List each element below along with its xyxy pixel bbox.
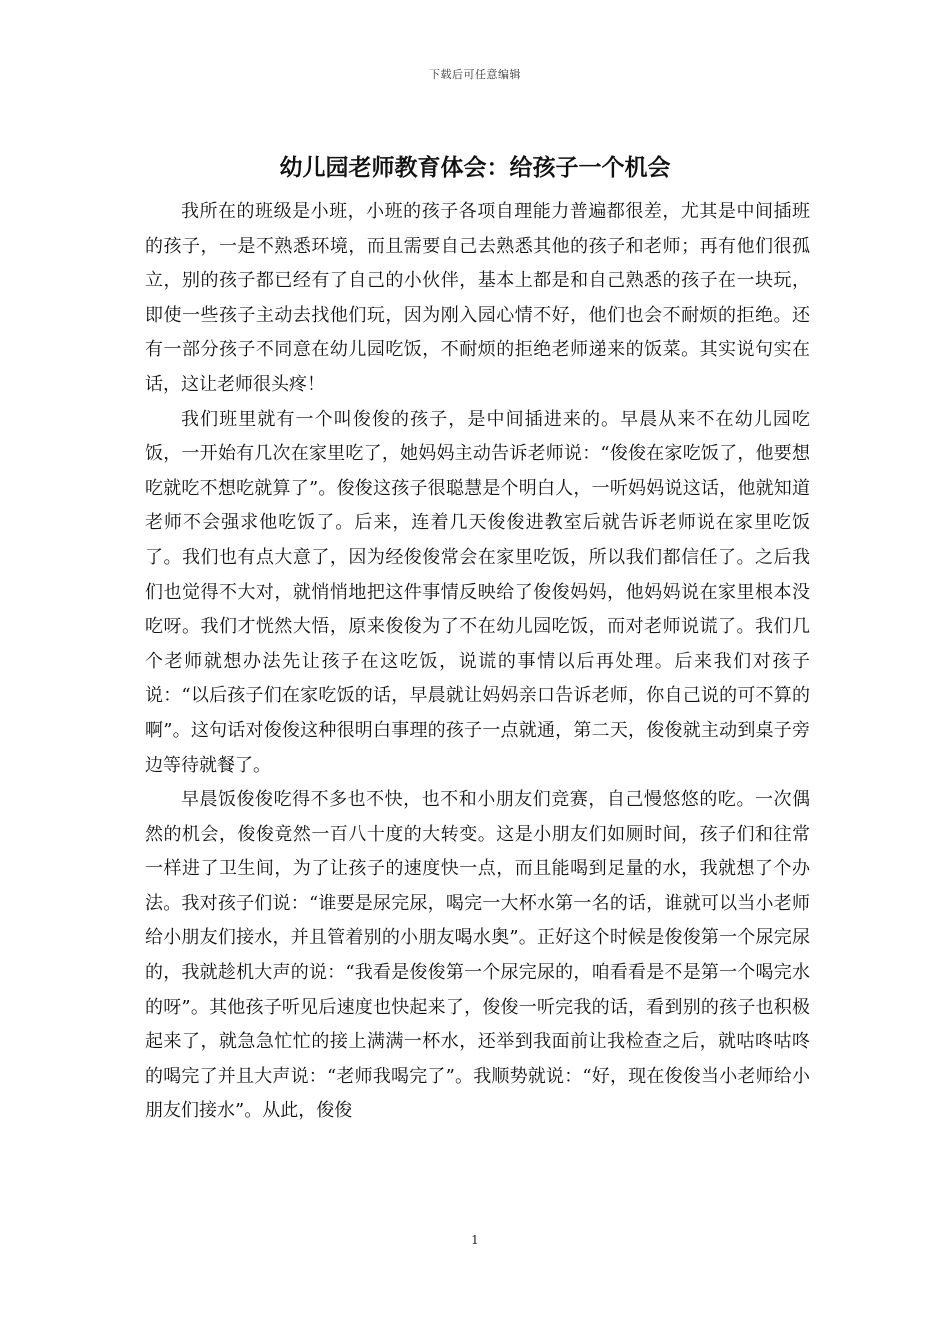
- paragraph-1: 我所在的班级是小班，小班的孩子各项自理能力普遍都很差，尤其是中间插班的孩子，一是不熟悉环境，而且需要自己去熟悉其他的孩子和老师；再有他们很孤立，别的孩子都已经有了自己的小伙伴，基本上都是和自己熟悉的孩子在一块玩，即使一些孩子主动去找他们玩，因为刚入园心情不好，他们也会不耐烦的拒绝。还有一部分孩子不同意在幼儿园吃饭，不耐烦的拒绝老师递来的饭菜。其实说句实在话，这让老师很头疼！: [145, 201, 810, 395]
- paragraph-2: 我们班里就有一个叫俊俊的孩子，是中间插进来的。早晨从来不在幼儿园吃饭，一开始有几次在家里吃了，她妈妈主动告诉老师说：“俊俊在家吃饭了，他要想吃就吃不想吃就算了”。俊俊这孩子很聪慧是个明白人，一听妈妈说这话，他就知道老师不会强求他吃饭了。后来，连着几天俊俊进教室后就告诉老师说在家里吃饭了。我们也有点大意了，因为经俊俊常会在家里吃饭，所以我们都信任了。之后我们也觉得不大对，就悄悄地把这件事情反映给了俊俊妈妈，他妈妈说在家里根本没吃呀。我们才恍然大悟，原来俊俊为了不在幼儿园吃饭，而对老师说谎了。我们几个老师就想办法先让孩子在这吃饭，说谎的事情以后再处理。后来我们对孩子说：“以后孩子们在家吃饭的话，早晨就让妈妈亲口告诉老师，你自己说的可不算的啊”。这句话对俊俊这种很明白事理的孩子一点就通，第二天，俊俊就主动到桌子旁边等待就餐了。: [145, 408, 810, 776]
- paragraph-3: 早晨饭俊俊吃得不多也不快，也不和小朋友们竞赛，自己慢悠悠的吃。一次偶然的机会，俊俊竟然一百八十度的大转变。这是小朋友们如厕时间，孩子们和往常一样进了卫生间，为了让孩子的速度快一点，而且能喝到足量的水，我就想了个办法。我对孩子们说：“谁要是尿完尿，喝完一大杯水第一名的话，谁就可以当小老师给小朋友们接水，并且管着别的小朋友喝水奥”。正好这个时候是俊俊第一个尿完尿的，我就趁机大声的说：“我看是俊俊第一个尿完尿的，咱看看是不是第一个喝完水的呀”。其他孩子听见后速度也快起来了，俊俊一听完我的话，看到别的孩子也积极起来了，就急急忙忙的接上满满一杯水，还举到我面前让我检查之后，就咕咚咕咚的喝完了并且大声说：“老师我喝完了”。我顺势就说：“好，现在俊俊当小老师给小朋友们接水”。从此，俊俊: [145, 789, 810, 1122]
- document-title: 幼儿园老师教育体会：给孩子一个机会: [279, 154, 671, 181]
- page-number: 1: [471, 1233, 479, 1247]
- document-body: [145, 195, 810, 1129]
- page-header: 下载后可任意编辑: [429, 68, 521, 81]
